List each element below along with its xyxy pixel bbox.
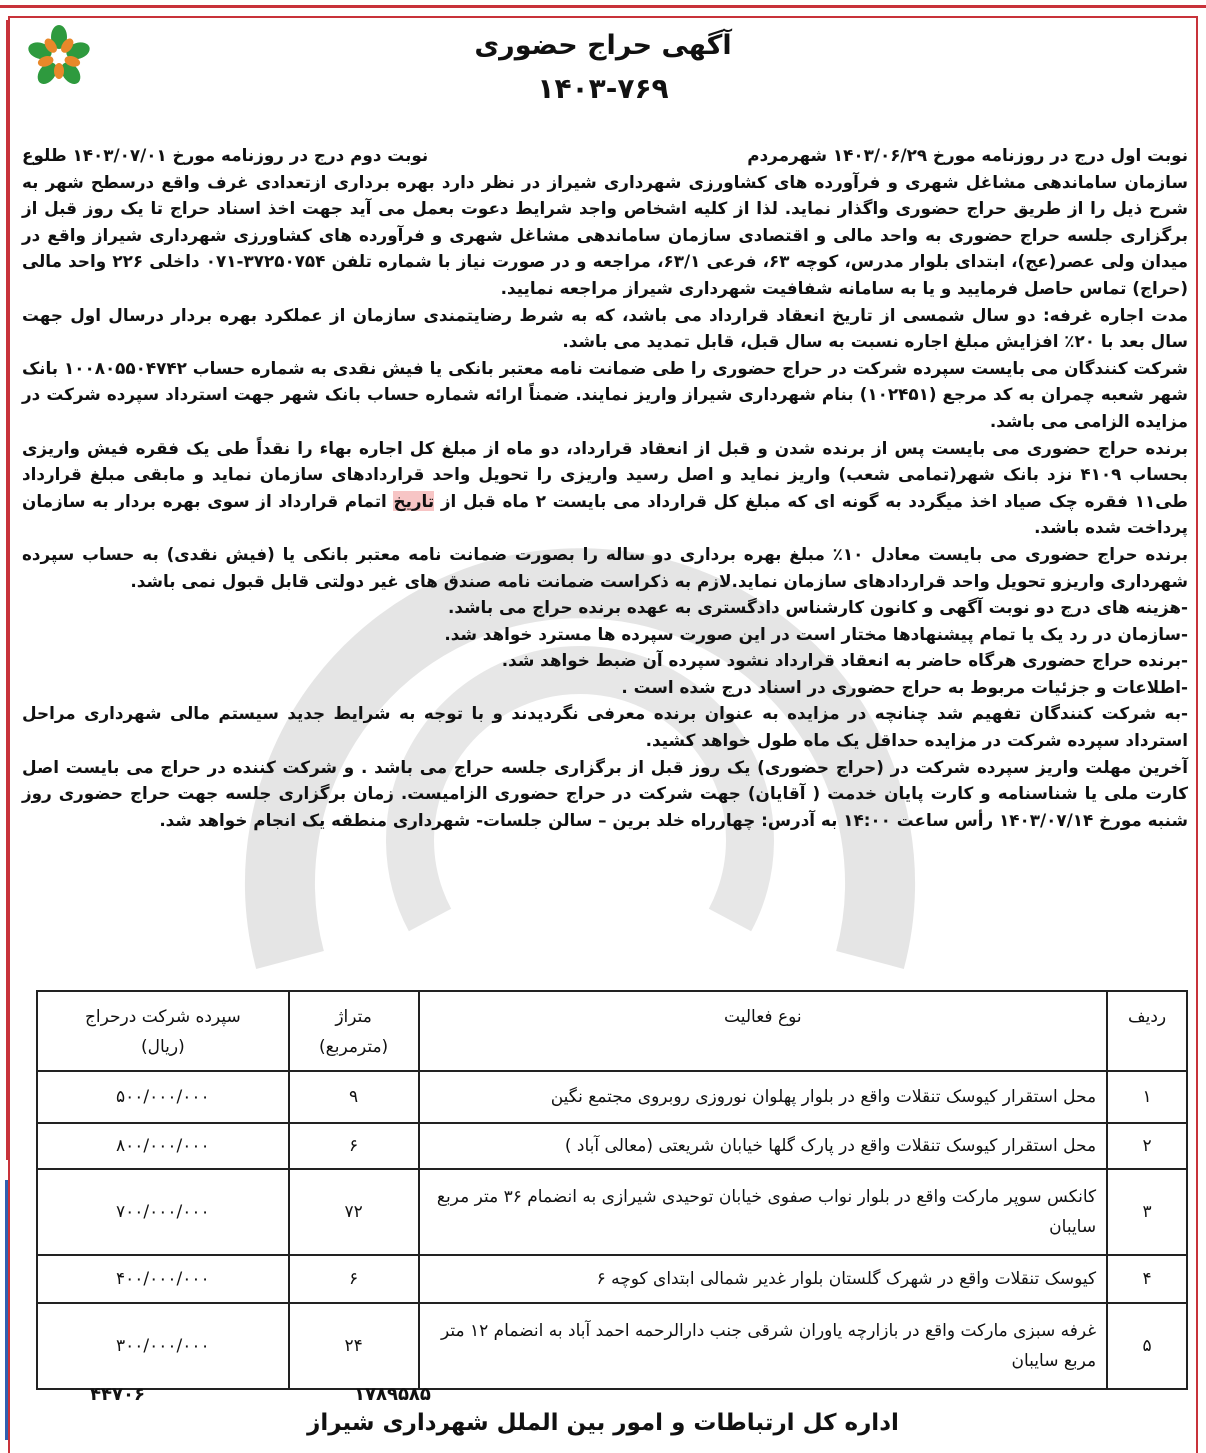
table-row bbox=[37, 1303, 1187, 1389]
ad-body bbox=[22, 142, 1188, 833]
row-activity: محل استقرار کیوسک تنقلات واقع در بلوار پهلوان نوروزی روبروی مجتمع نگین bbox=[419, 1071, 1108, 1123]
ad-code: ۴۴۷۰۶ bbox=[90, 1384, 145, 1405]
table-row bbox=[37, 1255, 1187, 1303]
note-details: -اطلاعات و جزئیات مربوط به حراج حضوری در اسناد درج شده است . bbox=[621, 676, 1188, 697]
row-activity: کانکس سوپر مارکت واقع در بلوار نواب صفوی خیابان توحیدی شیرازی به انضمام ۳۶ متر مربع سایبان bbox=[419, 1169, 1108, 1255]
paragraph-intro: سازمان ساماندهی مشاغل شهری و فرآورده های کشاورزی شهرداری شیراز در نظر دارد بهره برداری ازتعدادی غرف واقع درسطح شهر به شرح ذیل را از طریق حراج حضوری واگذار نماید. لذا از کلیه اشخاص واجد شرایط دعوت بعمل می آید جهت اخذ اسناد حراج تا یک روز قبل از برگزاری جلسه حراج حضوری به واحد مالی و اقتصادی سازمان ساماندهی مشاغل شهری و فرآورده های کشاورزی شهرداری شیراز واقع در میدان ولی عصر(عج)، ابتدای بلوار مدرس، کوچه ۶۳، فرعی ۶۳/۱، مراجعه و در صورت نیاز با شماره تلفن ۳۷۲۵۰۷۵۴-۰۷۱ داخلی ۲۲۶ واحد مالی (حراج) تماس حاصل فرمایید و یا به سامانه شفافیت شهرداری شیراز مراجعه نمایید. bbox=[22, 171, 1188, 298]
highlighted-word: تاریخ bbox=[393, 490, 435, 511]
row-deposit: ۵۰۰/۰۰۰/۰۰۰ bbox=[37, 1071, 289, 1123]
ad-title: آگهی حراج حضوری bbox=[474, 30, 732, 61]
header-row-number: ردیف bbox=[1107, 991, 1187, 1071]
row-activity: غرفه سبزی مارکت واقع در بازارچه یاوران شرقی جنب دارالرحمه احمد آباد به انضمام ۱۲ متر مربع سایبان bbox=[419, 1303, 1108, 1389]
header-activity: نوع فعالیت bbox=[419, 991, 1108, 1071]
ad-number: ۱۴۰۳-۷۶۹ bbox=[537, 72, 669, 105]
header-deposit: سپرده شرکت درحراج (ریال) bbox=[37, 991, 289, 1071]
left-blue-border bbox=[0, 1180, 8, 1440]
paragraph-guarantee: برنده حراج حضوری می بایست معادل ۱۰٪ مبلغ بهره برداری دو ساله را بصورت ضمانت نامه معتبر بانکی یا (فیش نقدی) به حساب سپرده شهرداری واریزو تحویل واحد قراردادهای سازمان نماید.لازم به ذکراست ضمانت نامه صندق های غیر دولتی قابل قبول نمی باشد. bbox=[22, 543, 1188, 591]
row-number: ۴ bbox=[1107, 1255, 1187, 1303]
note-costs: -هزینه های درج دو نوبت آگهی و کانون کارشناس دادگستری به عهده برنده حراج می باشد. bbox=[447, 597, 1188, 618]
top-border bbox=[0, 0, 1206, 8]
row-activity: محل استقرار کیوسک تنقلات واقع در پارک گلها خیابان شریعتی (معالی آباد ) bbox=[419, 1123, 1108, 1169]
row-deposit: ۸۰۰/۰۰۰/۰۰۰ bbox=[37, 1123, 289, 1169]
row-activity: کیوسک تنقلات واقع در شهرک گلستان بلوار غدیر شمالی ابتدای کوچه ۶ bbox=[419, 1255, 1108, 1303]
table-header-row bbox=[37, 991, 1187, 1071]
paragraph-payment: برنده حراج حضوری می بایست پس از برنده شدن و قبل از انعقاد قرارداد، دو ماه از مبلغ کل اجاره بهاء را نقداً طی یک فقره فیش واریزی بحساب ۴۱۰۹ نزد بانک شهر(تمامی شعب) واریز نماید و اصل رسید واریزی را تحویل واحد قراردادهای سازمان نماید و مابقی مبلغ قرارداد طی۱۱ فقره چک صیاد اخذ میگردد به گونه ای که مبلغ کل قرارداد می بایست ۲ ماه قبل از تاریخ اتمام قرارداد از سوی بهره بردار به سازمان پرداخت شده باشد. bbox=[22, 437, 1188, 538]
row-area: ۷۲ bbox=[289, 1169, 419, 1255]
table-row bbox=[37, 1169, 1187, 1255]
table-row bbox=[37, 1123, 1187, 1169]
paragraph-deadline: آخرین مهلت واریز سپرده شرکت در (حراج حضوری) یک روز قبل از برگزاری جلسه حراج می باشد . و شرکت کننده در حراج می بایست اصل کارت ملی یا شناسنامه و کارت پایان خدمت ( آقایان) جهت شرکت در حراج حضوری الزامیست. زمان برگزاری جلسه جهت حراج حضوری روز شنبه مورخ ۱۴۰۳/۰۷/۱۴ رأس ساعت ۱۴:۰۰ به آدرس: چهارراه خلد برین – سالن جلسات- شهرداری منطقه یک انجام خواهد شد. bbox=[22, 756, 1188, 830]
row-deposit: ۳۰۰/۰۰۰/۰۰۰ bbox=[37, 1303, 289, 1389]
publication-dates bbox=[22, 142, 1188, 169]
row-number: ۲ bbox=[1107, 1123, 1187, 1169]
paragraph-deposit: شرکت کنندگان می بایست سپرده شرکت در حراج حضوری را طی ضمانت نامه معتبر بانکی یا فیش نقدی به شماره حساب ۱۰۰۸۰۵۵۰۴۷۴۲ بانک شهر شعبه چمران به کد مرجع (۱۰۲۴۵۱) بنام شهرداری شیراز واریز نمایند. ضمناً ارائه شماره حساب بانک شهر جهت استرداد سپرده شرکت در مزایده الزامی می باشد. bbox=[22, 357, 1189, 431]
auction-items-table bbox=[36, 990, 1188, 1390]
note-refund: -به شرکت کنندگان تفهیم شد چنانچه در مزایده به عنوان برنده معرفی نگردیدند و با توجه به شرایط جدید سیستم مالی شهرداری مراحل استرداد سپرده شرکت در مزایده حداقل یک ماه طول خواهد کشید. bbox=[22, 703, 1188, 751]
ad-id: ۱۷۸۹۵۸۵ bbox=[354, 1384, 431, 1405]
row-number: ۵ bbox=[1107, 1303, 1187, 1389]
row-area: ۹ bbox=[289, 1071, 419, 1123]
second-publication: نوبت دوم درج در روزنامه مورخ ۱۴۰۳/۰۷/۰۱ طلوع bbox=[22, 145, 429, 165]
left-red-border bbox=[0, 20, 8, 1160]
note-rejection: -سازمان در رد یک یا تمام پیشنهادها مختار است در این صورت سپرده ها مسترد خواهد شد. bbox=[444, 623, 1188, 644]
row-number: ۱ bbox=[1107, 1071, 1187, 1123]
row-area: ۶ bbox=[289, 1123, 419, 1169]
table-row bbox=[37, 1071, 1187, 1123]
row-area: ۲۴ bbox=[289, 1303, 419, 1389]
note-forfeit: -برنده حراج حضوری هرگاه حاضر به انعقاد قرارداد نشود سپرده آن ضبط خواهد شد. bbox=[501, 650, 1188, 671]
row-deposit: ۷۰۰/۰۰۰/۰۰۰ bbox=[37, 1169, 289, 1255]
row-deposit: ۴۰۰/۰۰۰/۰۰۰ bbox=[37, 1255, 289, 1303]
first-publication: نوبت اول درج در روزنامه مورخ ۱۴۰۳/۰۶/۲۹ شهرمردم bbox=[747, 145, 1188, 165]
row-number: ۳ bbox=[1107, 1169, 1187, 1255]
row-area: ۶ bbox=[289, 1255, 419, 1303]
footer-publisher: اداره کل ارتباطات و امور بین الملل شهرداری شیراز bbox=[307, 1410, 899, 1436]
header-area: متراژ (مترمربع) bbox=[289, 991, 419, 1071]
paragraph-lease-term: مدت اجاره غرفه: دو سال شمسی از تاریخ انعقاد قرارداد می باشد، که به شرط رضایتمندی سازمان از عملکرد بهره بردار درسال اول جهت سال بعد با ۲۰٪ افزایش مبلغ اجاره نسبت به سال قبل، قابل تمدید می باشد. bbox=[22, 304, 1188, 352]
